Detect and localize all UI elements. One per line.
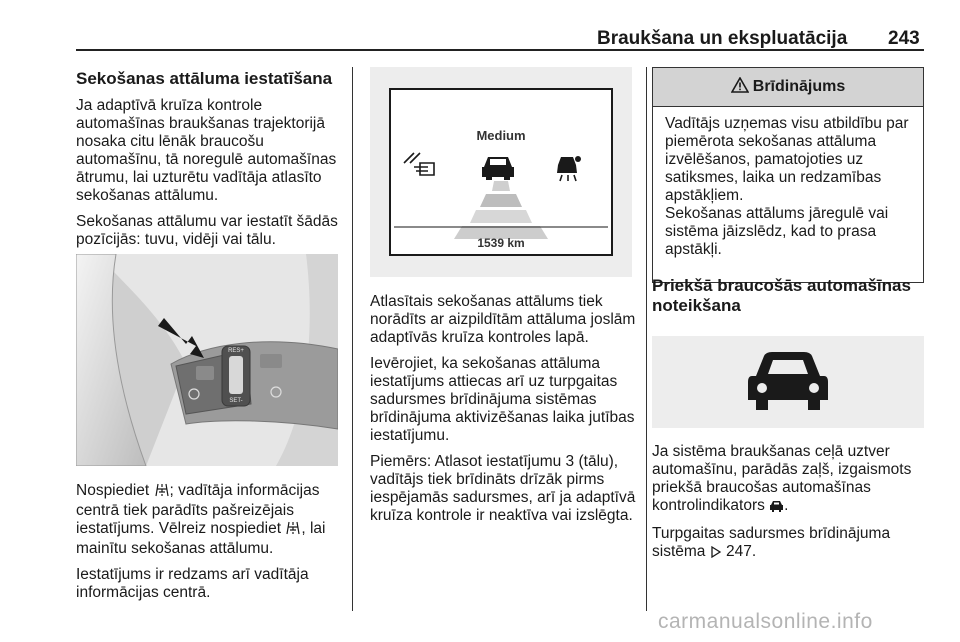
warning-body (653, 107, 923, 267)
warning-paragraph: Vadītājs uzņemas visu atbildību par piemērota sekošanas attāluma izvēlēšanos, pamatojoties uz satiksmes, laika un redzamības apstākļiem. (665, 115, 909, 204)
acc-display-illustration (370, 67, 632, 277)
paragraph (76, 482, 350, 558)
section-heading-vehicle-ahead: Priekšā braucošās automašīnas noteikšana (652, 276, 911, 315)
watermark: carmanualsonline.info (658, 610, 873, 633)
warning-triangle-icon (731, 77, 749, 98)
paragraph (652, 443, 924, 517)
odometer-value: 1539 km (477, 236, 525, 250)
paragraph: Piemērs: Atlasot iestatījumu 3 (tālu), vadītājs tiek brīdināts drīzāk pirms iespējamās sadursmes, arī ja adaptīvā kruīza kontrole ir neaktīva vai izslēgta. (370, 453, 636, 524)
text-run: Turpgaitas sadursmes brīdinājuma sistēma (652, 525, 891, 560)
warning-title: Brīdinājums (752, 78, 846, 95)
page-reference-arrow-icon (710, 545, 722, 563)
paragraph: Iestatījums ir redzams arī vadītāja informācijas centrā. (76, 566, 309, 601)
warning-title-bar (653, 68, 923, 107)
left-column-bottom (76, 482, 350, 610)
distance-setting-icon (154, 483, 170, 502)
text-run: ; vadītāja informācijas centrā tiek parādīts pašreizējais iestatījums. Vēlreiz nospiediet (76, 482, 320, 537)
text-run: . (784, 497, 789, 514)
warning-box (652, 67, 924, 283)
vehicle-ahead-small-icon (769, 499, 784, 517)
vehicle-ahead-icon (482, 157, 514, 180)
paragraph: Ievērojiet, ka sekošanas attāluma iestatījums attiecas arī uz turpgaitas sadursmes brīdinājuma sistēmas brīdinājuma aktivizēšanas laika jutības iestatījumu. (370, 355, 635, 444)
warning-paragraph: Sekošanas attālums jāregulē vai sistēma jāizslēdz, kad to prasa apstākļi. (665, 205, 889, 258)
right-column-text (652, 443, 924, 571)
header-rule (76, 49, 924, 51)
text-run: Ja sistēma braukšanas ceļā uztver automašīnu, parādās zaļš, izgaismots priekšā braucošas automašīnas kontrolindikators (652, 443, 912, 514)
page-number: 243 (888, 28, 920, 49)
display-mode-label: Medium (476, 128, 526, 143)
section-heading-following-distance: Sekošanas attāluma iestatīšana (76, 69, 333, 88)
distance-setting-icon (285, 521, 301, 540)
set-label: SET- (229, 398, 243, 404)
right-column-heading-block (652, 276, 924, 324)
paragraph: Ja adaptīvā kruīza kontrole automašīnas braukšanas trajektorijā nosaka citu lēnāk braucošu automašīnu, tā noregulē automašīnas ātrumu, lai uzturētu vadītāja atlasīto sekošanas attālumu. (76, 97, 337, 204)
distance-bar-filled (470, 210, 532, 223)
header-title: Braukšana un ekspluatācija (597, 28, 848, 49)
vehicle-ahead-indicator-figure (652, 336, 924, 428)
text-run: Nospiediet (76, 482, 154, 499)
cluster-display-figure (370, 67, 632, 277)
middle-column-text (370, 293, 640, 533)
column-divider-right (646, 67, 647, 611)
paragraph: Sekošanas attālumu var iestatīt šādās pozīcijās: tuvu, vidēji vai tālu. (76, 213, 338, 248)
left-column-top (76, 69, 348, 257)
steering-wheel-figure (76, 254, 338, 466)
steering-wheel-illustration (76, 254, 338, 466)
column-divider-left (352, 67, 353, 611)
text-run: , lai mainītu sekošanas attālumu. (76, 520, 326, 557)
paragraph (652, 525, 924, 563)
paragraph: Atlasītais sekošanas attālums tiek norādīts ar aizpildītām attāluma joslām adaptīvās kruīza kontroles lapā. (370, 293, 636, 346)
vehicle-ahead-indicator-icon (652, 336, 924, 428)
page-reference-link[interactable]: 247. (726, 543, 757, 560)
res-label: RES+ (228, 348, 244, 354)
